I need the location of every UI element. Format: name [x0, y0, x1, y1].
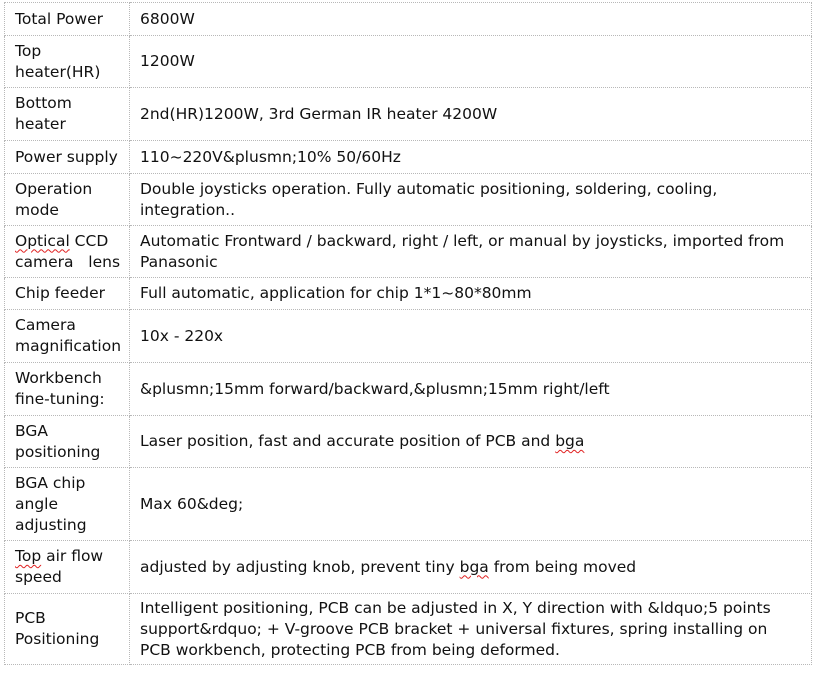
spec-table [4, 2, 812, 665]
row-value: 1200W [130, 36, 812, 88]
spellcheck-marked-word: Optical [15, 231, 70, 250]
table-row [5, 226, 812, 278]
spellcheck-marked-word: Top [15, 547, 42, 565]
row-label: Power supply [5, 141, 130, 174]
row-label: Bottom heater [5, 88, 130, 141]
row-value: Double joysticks operation. Fully automatic positioning, soldering, cooling, integration.. [130, 174, 812, 226]
table-row [5, 36, 812, 88]
row-label: Operation mode [5, 174, 130, 226]
table-row [5, 541, 812, 594]
table-row [5, 594, 812, 665]
row-label: Workbench fine-tuning: [5, 363, 130, 416]
row-value [130, 416, 812, 468]
row-label [5, 226, 130, 278]
row-label: Camera magnification [5, 310, 130, 363]
row-value-text: from being moved [488, 557, 637, 576]
row-value-text: Laser position, fast and accurate position of PCB and [140, 432, 556, 450]
table-row [5, 310, 812, 363]
table-row [5, 88, 812, 141]
row-label-rest: air flow speed [15, 547, 109, 586]
row-label: PCB Positioning [5, 594, 130, 665]
row-label: Total Power [5, 3, 130, 36]
table-row [5, 468, 812, 541]
row-value: 2nd(HR)1200W, 3rd German IR heater 4200W [130, 88, 812, 141]
row-value: 10x - 220x [130, 310, 812, 363]
row-label: Chip feeder [5, 278, 130, 310]
row-label [5, 541, 130, 594]
table-row [5, 3, 812, 36]
row-label: BGA positioning [5, 416, 130, 468]
spellcheck-marked-word: bga [459, 557, 489, 576]
row-value: Max 60&deg; [130, 468, 812, 541]
row-value-text: adjusted by adjusting knob, prevent tiny [140, 557, 460, 576]
row-value: &plusmn;15mm forward/backward,&plusmn;15mm right/left [130, 363, 812, 416]
table-row [5, 363, 812, 416]
row-value: 6800W [130, 3, 812, 36]
row-value: Full automatic, application for chip 1*1~80*80mm [130, 278, 812, 310]
table-row [5, 416, 812, 468]
table-row [5, 278, 812, 310]
row-label: Top heater(HR) [5, 36, 130, 88]
row-value [130, 541, 812, 594]
row-label-rest: CCD camera lens [15, 231, 121, 271]
spellcheck-marked-word: bga [555, 432, 585, 450]
table-row [5, 141, 812, 174]
table-row [5, 174, 812, 226]
row-value: 110~220V&plusmn;10% 50/60Hz [130, 141, 812, 174]
row-value: Automatic Frontward / backward, right / left, or manual by joysticks, imported from Panasonic [130, 226, 812, 278]
row-label: BGA chip angle adjusting [5, 468, 130, 541]
row-value: Intelligent positioning, PCB can be adjusted in X, Y direction with &ldquo;5 points support&rdquo; + V-groove PCB bracket + universal fixtures, spring installing on PCB workbench, protecting PCB from being deformed. [130, 594, 812, 665]
